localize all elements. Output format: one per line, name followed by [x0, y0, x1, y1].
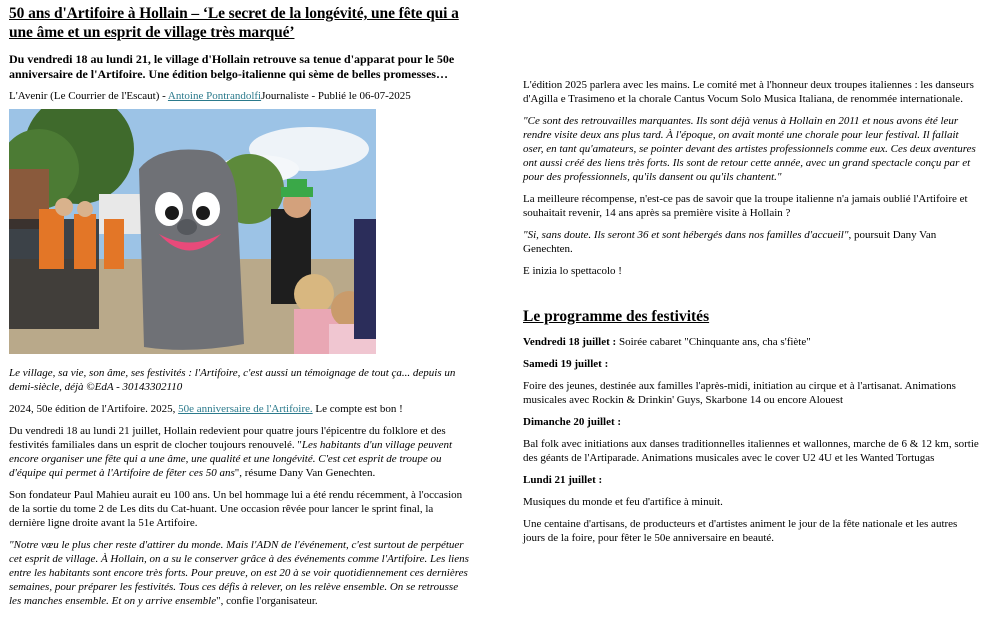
paragraph-2	[9, 424, 471, 480]
paragraph-r4-quote: "Si, sans doute. Ils seront 36 et sont hébergés dans nos familles d'accueil"	[523, 229, 849, 241]
article-photo	[9, 109, 376, 354]
paragraph-1-end: Le compte est bon !	[312, 403, 403, 415]
programme-day-1	[523, 335, 979, 349]
programme-day-4: Lundi 21 juillet :	[523, 474, 603, 486]
paragraph-r4	[523, 228, 979, 256]
paragraph-r5: E inizia lo spettacolo !	[523, 265, 622, 277]
paragraph-r1: L'édition 2025 parlera avec les mains. Le comité met à l'honneur deux troupes italiennes : les danseurs d'Agilla e Trasimeno et la chorale Cantus Vocum Solo Musica Italiana, de renommée internationale.	[523, 79, 974, 105]
paragraph-3: Son fondateur Paul Mahieu aurait eu 100 ans. Un bel hommage lui a été rendu récemment, à l'occasion de la sortie du tome 2 de Les dits du Cat-huant. Une occasion rêvée pour lancer le sprint final, la dernière ligne droite avant la 51e Artifoire.	[9, 489, 463, 529]
paragraph-4	[9, 538, 471, 608]
paragraph-4-quote: "Notre vœu le plus cher reste d'attirer du monde. Mais l'ADN de l'événement, c'est surtout de perpétuer cet esprit de village. À Hollain, on a su le conserver grâce à des événements comme l'Artifoire. Les liens entre les habitants sont encore très forts. Pour preuve, on est 20 à se voir quotidiennement ces dernières semaines, pour préparer les festivités. Tous ces défis à relever, on les relève ensemble. On se retrousse les manches ensemble. Et on y arrive ensemble	[9, 539, 469, 607]
article-lede: Du vendredi 18 au lundi 21, le village d'Hollain retrouve sa tenue d'apparat pour le 50e anniversaire de l'Artifoire. Une édition belgo-italienne qui sème de belles promesses…	[9, 52, 455, 81]
byline-source: L'Avenir (Le Courrier de l'Escaut) -	[9, 90, 168, 102]
festival-photo-image	[9, 109, 376, 354]
paragraph-1	[9, 402, 471, 416]
byline	[9, 89, 471, 103]
paragraph-2-start: Du vendredi 18 au lundi 21 juillet, Hollain redevient pour quatre jours l'épicentre du folklore et des festivités familiales dans un esprit de clocher toujours renouvelé. "	[9, 425, 446, 451]
day-1-label: Vendredi 18 juillet :	[523, 336, 619, 348]
programme-day-3-text: Bal folk avec initiations aux danses traditionnelles italiennes et wallonnes, marche de 6 & 12 km, sortie des géants de l'Artiparade. Animations musicales avec le cover U2 4U et les Wanted Tortugas	[523, 438, 979, 464]
paragraph-2-end: ", résume Dany Van Genechten.	[234, 467, 376, 479]
article-right-column	[523, 78, 979, 553]
anniversary-link[interactable]: 50e anniversaire de l'Artifoire.	[178, 403, 313, 415]
byline-rest: Journaliste - Publié le 06-07-2025	[261, 90, 411, 102]
photo-caption: Le village, sa vie, son âme, ses festivités : l'Artifoire, c'est aussi un témoignage de tout ça... depuis un demi-siècle, déjà ©EdA - 30143302110	[9, 367, 456, 393]
programme-day-4-text: Musiques du monde et feu d'artifice à minuit.	[523, 496, 723, 508]
programme-day-2: Samedi 19 juillet :	[523, 358, 609, 370]
paragraph-4-end: ", confie l'organisateur.	[216, 595, 318, 607]
article-title: 50 ans d'Artifoire à Hollain – ‘Le secret de la longévité, une fête qui a une âme et un esprit de village très marqué’	[9, 5, 459, 41]
article-left-column	[9, 4, 471, 616]
paragraph-r2: "Ce sont des retrouvailles marquantes. Ils sont déjà venus à Hollain en 2011 et nous avons été leur rendre visite deux ans plus tard. À l'époque, on avait monté une chorale pour leur festival. Il fallait oser, en tant qu'amateurs, se pointer devant des artistes professionnels comme eux. Ces deux aventures ont aussi créé des liens très forts. Ils sont de retour cette année, avec un grand spectacle conçu par et pour des professionnels, qu'ils dansent ou qu'ils chantent."	[523, 115, 976, 183]
paragraph-2-quote: Les habitants d'un village peuvent encore organiser une fête qui a une âme, une qualité et une longévité. C'est cet esprit de troupe ou d'équipe qui permet à l'Artifoire de fêter ces 50 ans	[9, 439, 453, 479]
paragraph-r4-end: , poursuit Dany Van Genechten.	[523, 229, 937, 255]
paragraph-1-start: 2024, 50e édition de l'Artifoire. 2025,	[9, 403, 179, 415]
programme-closing: Une centaine d'artisans, de producteurs et d'artistes animent le jour de la fête nationale et les autres jours de la foire, pour fêter le 50e anniversaire en beauté.	[523, 518, 958, 544]
programme-title: Le programme des festivités	[523, 308, 710, 325]
programme-day-2-text: Foire des jeunes, destinée aux familles l'après-midi, initiation au cirque et à l'artisanat. Animations musicales avec Rockin & Drinkin' Guys, Skarbone 14 ou encore Alouest	[523, 380, 956, 406]
day-1-inline-text: Soirée cabaret "Chinquante ans, cha s'fiète"	[618, 336, 811, 348]
author-link[interactable]: Antoine Pontrandolfi	[167, 90, 262, 102]
paragraph-r3: La meilleure récompense, n'est-ce pas de savoir que la troupe italienne n'a jamais oublié l'Artifoire et souhaitait revenir, 14 ans après sa première visite à Hollain ?	[523, 193, 968, 219]
programme-day-3: Dimanche 20 juillet :	[523, 416, 622, 428]
